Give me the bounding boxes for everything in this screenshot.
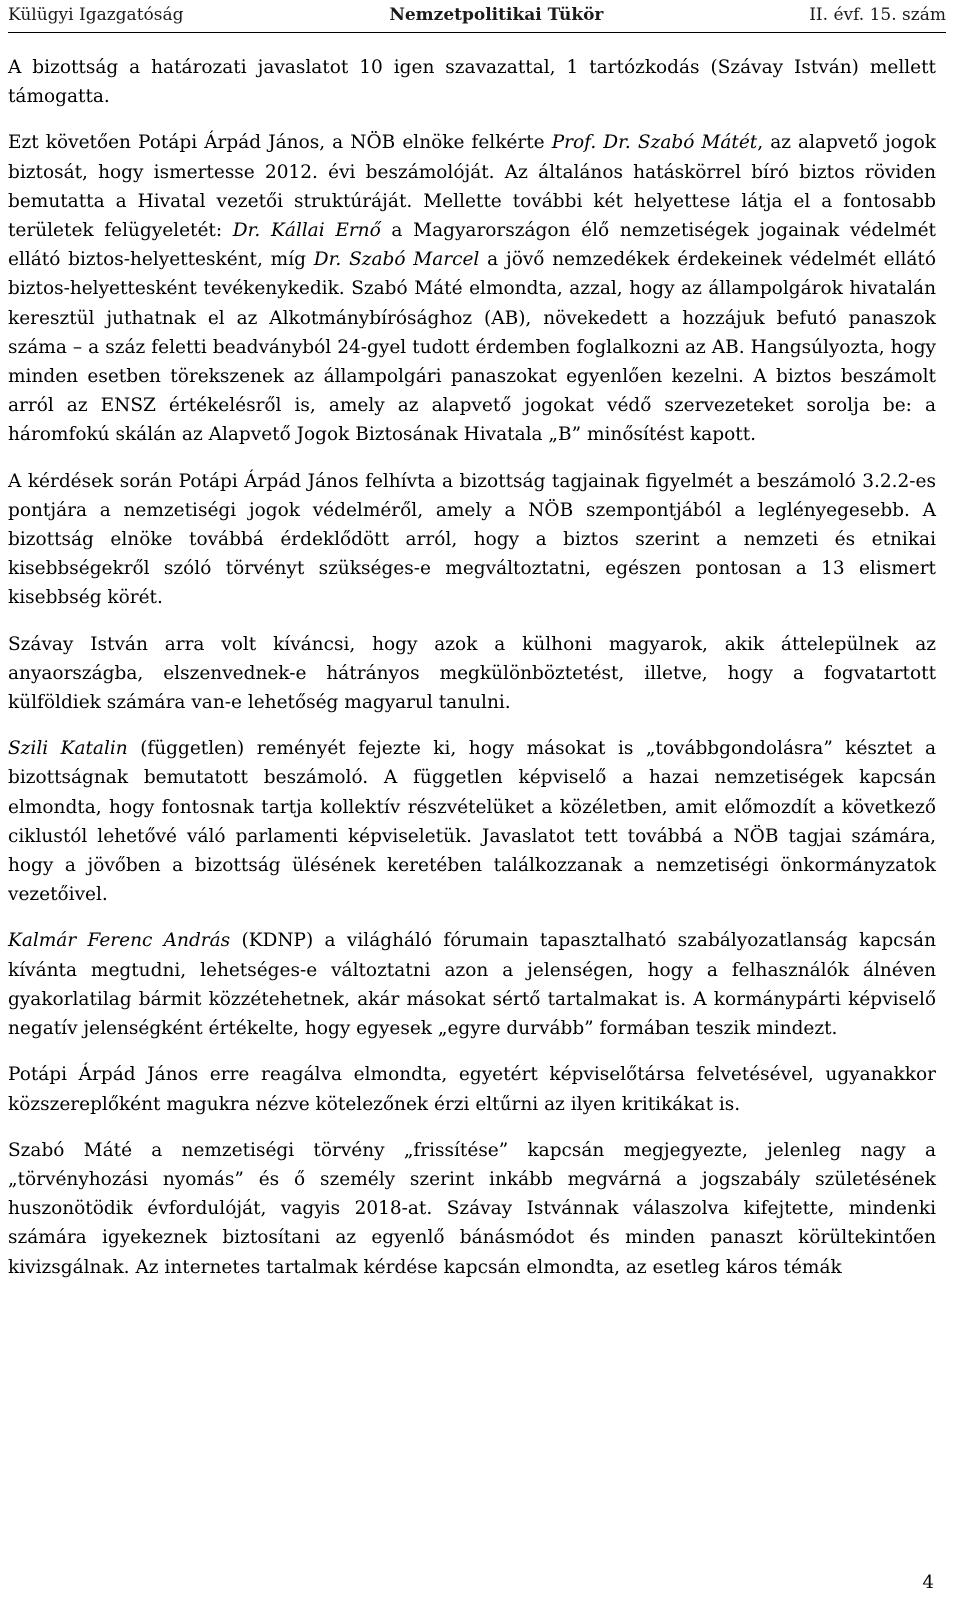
italic-name: Szili Katalin: [8, 738, 128, 760]
paragraph: [8, 128, 936, 449]
document-body: [8, 53, 936, 1299]
paragraph: [8, 467, 936, 613]
text-run: A kérdések során Potápi Árpád János felhívta a bizottság tagjainak figyelmét a beszámoló 3.2.2-es pontjára a nemzetiségi jogok védelméről, amely a NÖB szempontjából a leglényegesebb. A bizottság elnöke továbbá érdeklődött arról, hogy a biztos szerint a nemzeti és etnikai kisebbségekről szóló törvényt szükséges-e megváltoztatni, egészen pontosan a 13 elismert kisebbség körét.: [8, 470, 936, 609]
page-number: 4: [922, 1572, 934, 1593]
paragraph: [8, 630, 936, 718]
text-run: a jövő nemzedékek érdekeinek védelmét ellátó biztos-helyettesként tevékenykedik. Szabó Máté elmondta, azzal, hogy az állampolgárok hivatalán keresztül juthatnak el az Alkotmánybírósághoz (AB), növekedett a hozzájuk befutó panaszok száma – a száz feletti beadványból 24-gyel tudott érdemben foglalkozni az AB. Hangsúlyozta, hogy minden esetben törekszenek az állampolgári panaszokat egyenlően kezelni. A biztos beszámolt arról az ENSZ értékelésről is, amely az alapvető jogokat védő szervezeteket sorolja be: a háromfokú skálán az Alapvető Jogok Biztosának Hivatala „B” minősítést kapott.: [8, 249, 937, 446]
italic-name: Kalmár Ferenc András: [8, 930, 231, 952]
text-run: (KDNP) a világháló fórumain tapasztalható szabályozatlanság kapcsán kívánta megtudni, lehetséges-e változtatni azon a jelenségen, hogy a felhasználók álnéven gyakorlatilag bármit közzétehetnek, akár másokat sértő tartalmakat is. A kormánypárti képviselő negatív jelenségként értékelte, hogy egyesek „egyre durvább” formában teszik mindezt.: [8, 930, 936, 1040]
text-run: a Magyarországon élő nemzetiségek jogainak védelmét ellátó biztos-helyettesként, míg: [8, 220, 936, 271]
italic-name: Dr. Kállai Ernő: [232, 220, 381, 242]
italic-name: Prof. Dr. Szabó Mátét: [551, 132, 758, 154]
header-divider: [8, 32, 946, 33]
header-publication-title: Nemzetpolitikai Tükör: [389, 5, 604, 25]
header-department: Külügyi Igazgatóság: [8, 5, 184, 25]
paragraph: [8, 734, 936, 909]
text-run: Szávay István arra volt kíváncsi, hogy azok a külhoni magyarok, akik áttelepülnek az anyaországba, elszenvednek-e hátrányos megkülönböztetést, illetve, hogy a fogvatartott külföldiek számára van-e lehetőség magyarul tanulni.: [8, 633, 936, 714]
paragraph: [8, 1060, 936, 1118]
paragraph: [8, 926, 936, 1043]
italic-name: Dr. Szabó Marcel: [313, 249, 480, 271]
paragraph: [8, 1136, 936, 1282]
header-issue: II. évf. 15. szám: [809, 5, 946, 25]
page-header: [8, 0, 946, 30]
text-run: A bizottság a határozati javaslatot 10 igen szavazattal, 1 tartózkodás (Szávay István) mellett támogatta.: [8, 57, 936, 108]
text-run: , az alapvető jogok biztosát, hogy ismertesse 2012. évi beszámolóját. Az általános hatáskörrel bíró biztos röviden bemutatta a Hivatal vezetői struktúráját. Mellette további két helyettese látja el a fontosabb területek felügyeletét:: [8, 132, 937, 242]
text-run: Szabó Máté a nemzetiségi törvény „frissítése” kapcsán megjegyezte, jelenleg nagy a „törvényhozási nyomás” és ő személy szerint inkább megvárná a jogszabály születésének huszonötödik évfordulóját, vagyis 2018-at. Szávay Istvánnak válaszolva kifejtette, mindenki számára igyekeznek biztosítani az egyenlő bánásmódot és minden panaszt körültekintően kivizsgálnak. Az internetes tartalmak kérdése kapcsán elmondta, az esetleg káros témák: [8, 1139, 936, 1278]
text-run: (független) reményét fejezte ki, hogy másokat is „továbbgondolásra” késztet a bizottságnak bemutatott beszámoló. A független képviselő a hazai nemzetiségek kapcsán elmondta, hogy fontosnak tartja kollektív részvételüket a közéletben, amit előmozdít a következő ciklustól lehetővé váló parlamenti képviseletük. Javaslatot tett továbbá a NÖB tagjai számára, hogy a jövőben a bizottság ülésének keretében találkozzanak a nemzetiségi önkormányzatok vezetőivel.: [8, 738, 936, 906]
paragraph: [8, 53, 936, 111]
text-run: Ezt követően Potápi Árpád János, a NÖB elnöke felkérte: [8, 132, 552, 154]
text-run: Potápi Árpád János erre reagálva elmondta, egyetért képviselőtársa felvetésével, ugyanakkor közszereplőként magukra nézve kötelezőnek érzi eltűrni az ilyen kritikákat is.: [8, 1064, 936, 1115]
